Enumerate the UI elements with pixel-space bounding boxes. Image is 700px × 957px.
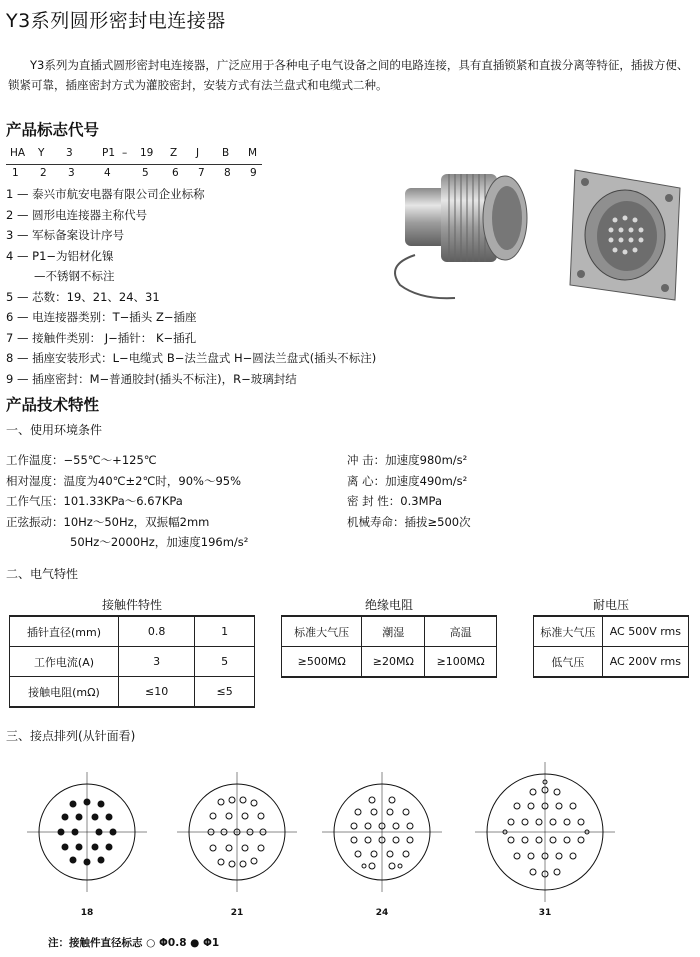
env-right-list	[347, 450, 471, 532]
diagram-label-24: 24	[375, 908, 389, 918]
env-item: 密 封 性：0.3MPa	[347, 494, 442, 508]
env-item: 离 心：加速度490m/s²	[347, 473, 468, 488]
code-index: 1	[12, 167, 19, 179]
section-heading-code: 产品标志代号	[6, 121, 100, 139]
env-item: 50Hz～2000Hz，加速度196m/s²	[70, 535, 249, 549]
code-index: 8	[224, 167, 231, 179]
env-left-list	[6, 450, 248, 553]
table-row: 低气压 AC 200V rms	[534, 647, 689, 678]
code-part: Y	[38, 147, 45, 159]
subheading-pin-layout: 三、接点排列(从针面看)	[6, 729, 136, 743]
page-title: Y3系列圆形密封电连接器	[6, 10, 226, 32]
code-index: 3	[68, 167, 75, 179]
code-legend-item: —不锈钢不标注	[34, 269, 115, 283]
code-part: B	[222, 147, 230, 159]
code-part: Z	[170, 147, 178, 159]
code-legend-item: 3 — 军标备案设计序号	[6, 228, 125, 242]
table-caption-contact: 接触件特性	[101, 598, 162, 612]
table-row: 接触电阻(mΩ) ≤10 ≤5	[10, 677, 255, 708]
plug-image	[395, 174, 527, 298]
env-item: 工作温度：−55℃～+125℃	[6, 453, 157, 467]
env-item: 机械寿命：插拔≥500次	[347, 514, 471, 529]
code-index: 2	[40, 167, 47, 179]
pin-layout-diagrams	[0, 760, 700, 905]
code-part: HA	[10, 147, 26, 159]
diagram-label-31: 31	[538, 908, 552, 918]
env-item: 冲 击：加速度980m/s²	[347, 453, 468, 467]
diagram-label-21: 21	[230, 908, 244, 918]
code-legend-item: 8 — 插座安装形式：L−电缆式 B−法兰盘式 H−圆法兰盘式(插头不标注)	[6, 351, 377, 365]
contact-table	[9, 615, 255, 708]
table-row: 工作电流(A) 3 5	[10, 647, 255, 677]
code-part: M	[248, 147, 258, 159]
diagram-label-18: 18	[80, 908, 94, 918]
diagram-18	[27, 772, 147, 892]
code-index: 6	[172, 167, 179, 179]
code-index: 4	[104, 167, 111, 179]
table-caption-voltage: 耐电压	[592, 598, 629, 612]
code-part: 19	[140, 147, 154, 159]
insulation-table	[281, 615, 497, 678]
legend-note: 注：接触件直径标志 ○ Φ0.8 ● Φ1	[48, 937, 220, 949]
code-legend-item: 6 — 电连接器类别：T−插头 Z−插座	[6, 310, 197, 324]
table-row: 插针直径(mm) 0.8 1	[10, 616, 255, 647]
code-legend-list	[6, 184, 376, 389]
connector-photo	[375, 160, 695, 310]
subheading-environment: 一、使用环境条件	[6, 423, 103, 437]
code-index: 9	[250, 167, 257, 179]
diagram-31	[475, 762, 615, 902]
table-row: 标准大气压 AC 500V rms	[534, 616, 689, 647]
code-part: J	[196, 147, 200, 159]
table-row: 标准大气压 潮湿 高温	[282, 616, 497, 647]
receptacle-image	[570, 170, 680, 300]
table-row: ≥500MΩ ≥20MΩ ≥100MΩ	[282, 647, 497, 678]
code-part: P1	[102, 147, 116, 159]
section-heading-tech: 产品技术特性	[6, 396, 100, 414]
code-legend-item: 2 — 圆形电连接器主称代号	[6, 207, 148, 222]
diagram-21	[177, 772, 297, 892]
code-index: 5	[142, 167, 149, 179]
code-dash: –	[122, 147, 128, 159]
code-legend-item: 1 — 泰兴市航安电器有限公司企业标称	[6, 187, 205, 201]
code-legend-item: 7 — 接触件类别： J−插针： K−插孔	[6, 330, 197, 345]
code-legend-item: 5 — 芯数：19、21、24、31	[6, 289, 160, 304]
table-caption-insulation: 绝缘电阻	[364, 598, 413, 612]
subheading-electrical: 二、电气特性	[6, 567, 79, 581]
diagram-24	[322, 772, 442, 892]
code-index: 7	[198, 167, 205, 179]
product-code	[0, 147, 280, 187]
intro-paragraph: Y3系列为直插式圆形密封电连接器，广泛应用于各种电子电气设备之间的电路连接，具有直插锁紧和直拔分离等特征，插拔方便、锁紧可靠，插座密封方式为灌胶密封，安装方式有法兰盘式和电缆式二种。	[8, 58, 689, 92]
env-item: 正弦振动：10Hz～50Hz，双振幅2mm	[6, 514, 210, 529]
code-legend-item: 4 — P1−为铝材化镍	[6, 248, 114, 263]
env-item: 相对湿度：温度为40℃±2℃时，90%～95%	[6, 473, 242, 488]
code-legend-item: 9 — 插座密封：M−普通胶封(插头不标注)，R−玻璃封结	[6, 371, 297, 386]
voltage-table	[533, 615, 689, 678]
code-part: 3	[66, 147, 73, 159]
env-item: 工作气压：101.33KPa～6.67KPa	[6, 494, 183, 508]
